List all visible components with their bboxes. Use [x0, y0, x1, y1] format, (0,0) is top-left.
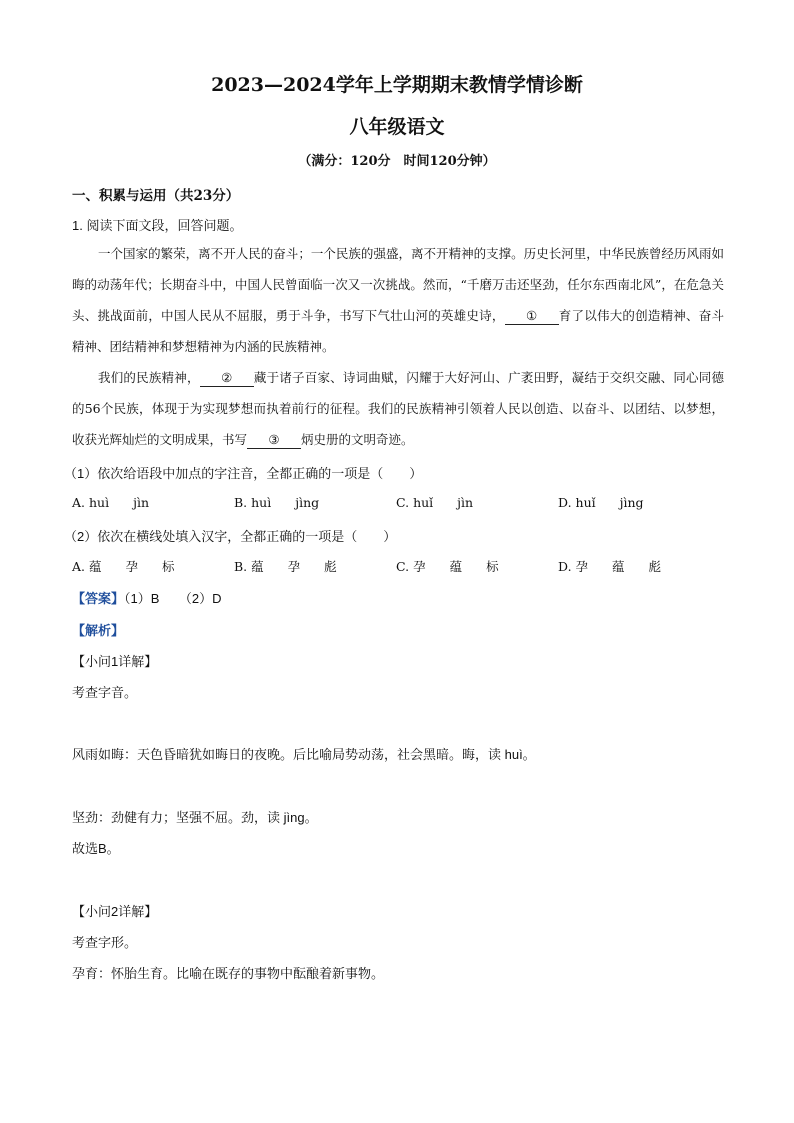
option-2a: A. 蕴 孕 标 — [72, 559, 175, 574]
option-1c: C. huǐ jìn — [396, 495, 474, 510]
sub-question-2: （2）依次在横线处填入汉字，全都正确的一项是（ ） — [64, 529, 397, 544]
analysis-label: 【解析】 — [72, 623, 125, 638]
answer-line — [72, 588, 222, 607]
exam-subtitle: 八年级语文 — [349, 116, 445, 138]
option-2c: C. 孕 蕴 标 — [396, 559, 499, 574]
passage-text: 育了以伟大的创造精神、奋斗精神、团结精神和梦想精神为内涵的民族精神。 — [72, 308, 724, 354]
option-2b: B. 蕴 孕 彪 — [234, 559, 337, 574]
option-2d: D. 孕 蕴 彪 — [558, 559, 662, 574]
section-heading: 一、积累与运用（共23分） — [72, 188, 240, 204]
detail-2-topic: 考查字形。 — [72, 935, 138, 950]
detail-1-line-1: 风雨如晦：天色昏暗犹如晦日的夜晚。后比喻局势动荡，社会黑暗。晦，读 huì。 — [72, 747, 536, 762]
detail-1-topic: 考查字音。 — [72, 685, 138, 700]
detail-2-heading: 【小问2详解】 — [72, 904, 158, 919]
blank-2: ② — [200, 370, 254, 387]
passage-text: 一个国家的繁荣，离不开人民的奋斗；一个民族的强盛，离不开精神的支撑。历史长河里，中华民族曾经历风雨如晦的动荡年代；长期奋斗中，中国人民曾面临一次又一次挑战。然而，“千磨万击还坚劲，任尔东西南北风”，在危急关头、挑战面前，中国人民从不屈服，勇于斗争，书写下气壮山河的英雄史诗， — [72, 246, 724, 323]
option-1d: D. huǐ jìng — [558, 495, 644, 510]
question-prompt: 1. 阅读下面文段，回答问题。 — [72, 218, 243, 233]
detail-1-heading: 【小问1详解】 — [72, 654, 158, 669]
detail-2-line-1: 孕育：怀胎生育。比喻在既存的事物中酝酿着新事物。 — [72, 966, 385, 981]
passage-text: 炳史册的文明奇迹。 — [301, 432, 414, 447]
answer-label: 【答案】 — [72, 591, 125, 606]
answer-text: （1）B （2）D — [124, 591, 222, 606]
passage-text: 我们的民族精神， — [98, 370, 200, 385]
passage-paragraph-2 — [72, 362, 724, 455]
option-1b: B. huì jìng — [234, 495, 320, 510]
sub-question-1: （1）依次给语段中加点的字注音，全都正确的一项是（ ） — [64, 466, 423, 481]
blank-1: ① — [505, 308, 559, 325]
passage-text: 藏于诸子百家、诗词曲赋，闪耀于大好河山、广袤田野，凝结于交织交融、同心同德的56个民族，体现于为实现梦想而执着前行的征程。我们的民族精神引领着人民以创造、以奋斗、以团结、以梦想，收获光辉灿烂的文明成果，书写 — [72, 370, 724, 447]
detail-1-line-2: 坚劲：劲健有力；坚强不屈。劲，读 jìng。 — [72, 810, 318, 825]
blank-3: ③ — [247, 432, 301, 449]
exam-title: 2023—2024学年上学期期末教情学情诊断 — [211, 74, 583, 96]
option-1a: A. huì jìn — [72, 495, 150, 510]
exam-meta: （满分：120分 时间120分钟） — [298, 154, 496, 169]
passage-paragraph-1 — [72, 238, 724, 362]
detail-1-line-3: 故选B。 — [72, 841, 120, 856]
